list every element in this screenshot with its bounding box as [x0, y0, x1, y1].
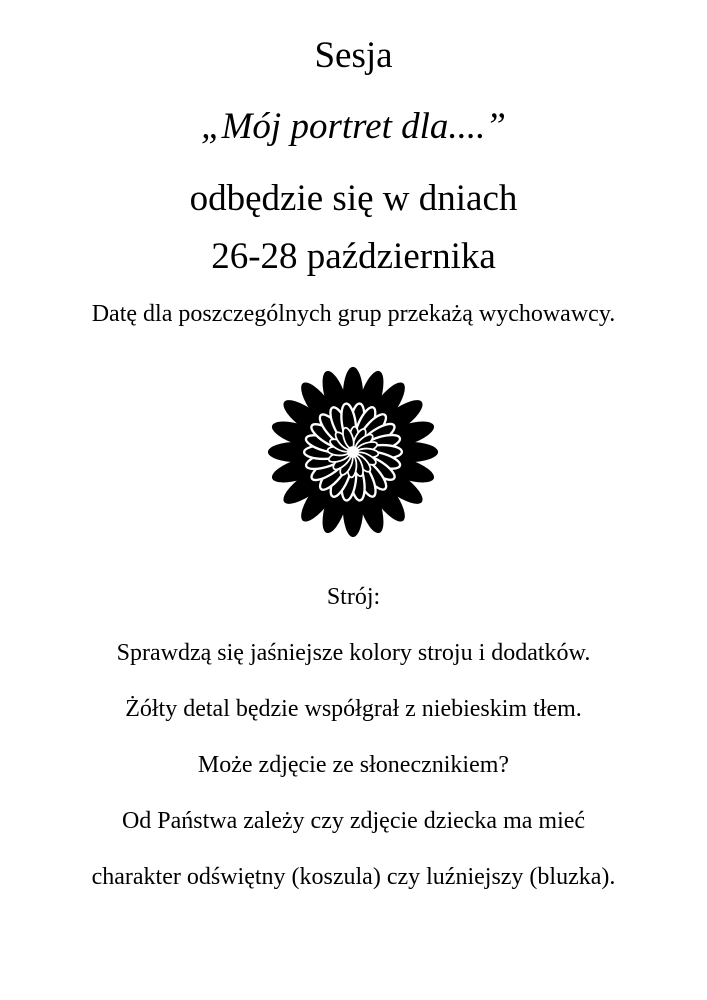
attire-line: Od Państwa zależy czy zdjęcie dziecka ma mieć [121, 808, 586, 834]
flower-center [347, 446, 359, 458]
heading: Sesja [314, 35, 393, 76]
attire-heading: Strój: [326, 584, 381, 610]
group-dates-note: Datę dla poszczególnych grup przekażą wychowawcy. [91, 301, 616, 327]
attire-line: charakter odświętny (koszula) czy luźniejszy (bluzka). [91, 864, 616, 890]
date-intro: odbędzie się w dniach [189, 178, 518, 219]
flower-icon [265, 364, 441, 540]
session-dates: 26-28 października [211, 236, 496, 277]
attire-line: Żółty detal będzie współgrał z niebieskim tłem. [125, 696, 582, 722]
attire-line: Może zdjęcie ze słonecznikiem? [197, 752, 510, 778]
session-name: „Mój portret dla....” [201, 106, 506, 147]
attire-line: Sprawdzą się jaśniejsze kolory stroju i dodatków. [116, 640, 591, 666]
